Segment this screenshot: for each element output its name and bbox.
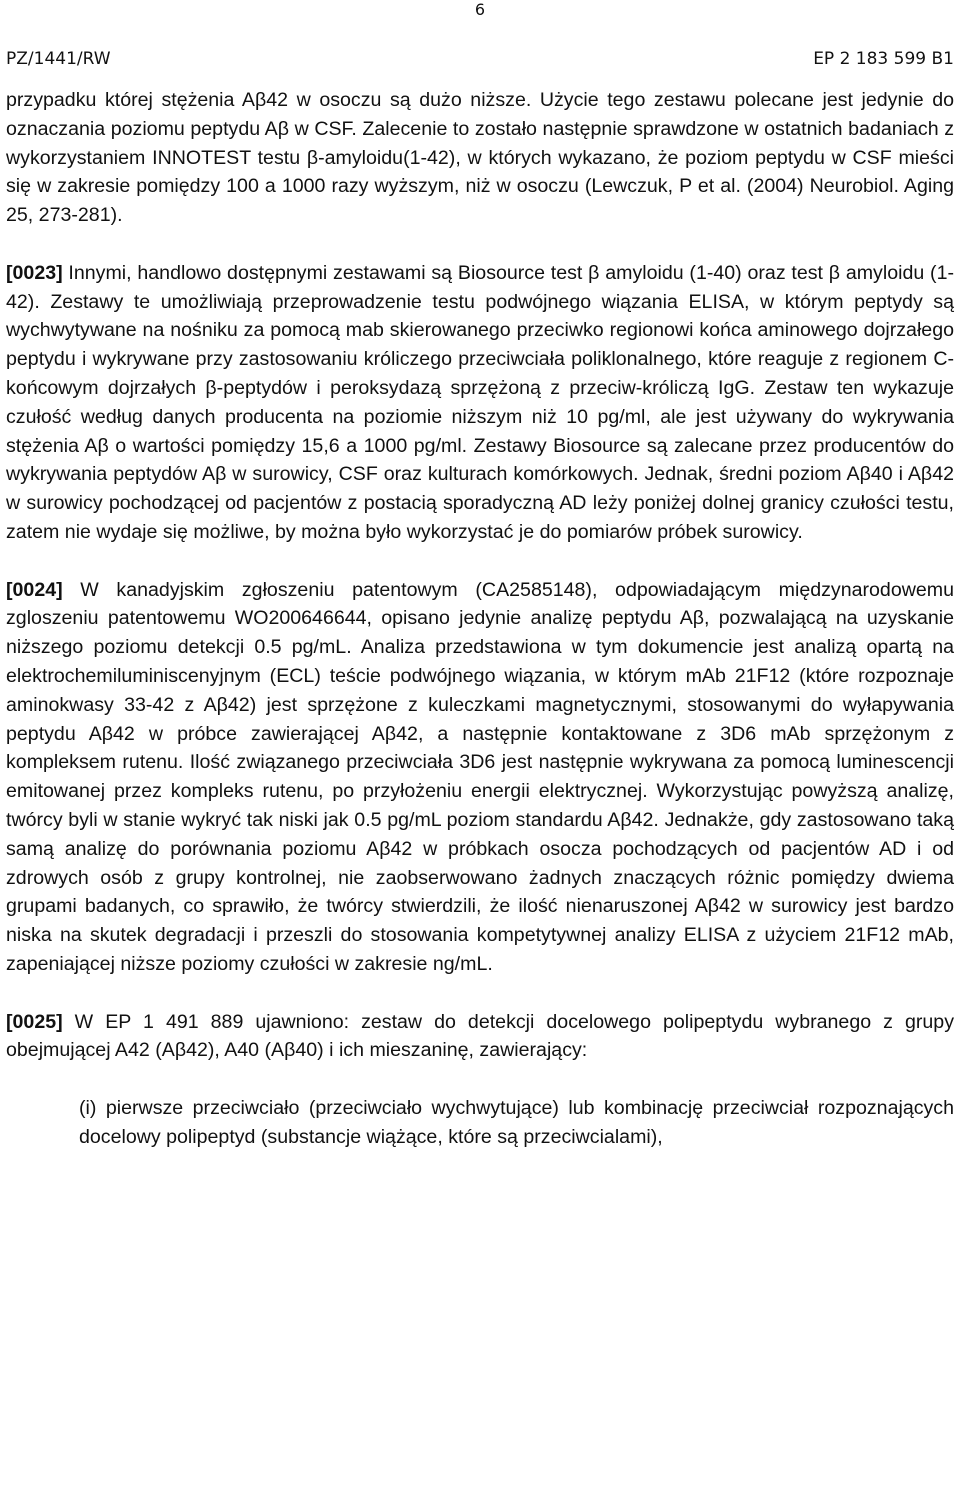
- paragraph-text: W EP 1 491 889 ujawniono: zestaw do detekcji docelowego polipeptydu wybranego z grupy obejmującej A42 (Aβ42), A40 (Aβ40) i ich mieszaninę, zawierający:: [6, 1010, 954, 1062]
- paragraph-0024: [6, 576, 954, 979]
- patent-number: EP 2 183 599 B1: [813, 49, 954, 69]
- paragraph-0025: [6, 1008, 954, 1066]
- paragraph-text: Innymi, handlowo dostępnymi zestawami są Biosource test β amyloidu (1-40) oraz test β amyloidu (1-42). Zestawy te umożliwiają przeprowadzenie testu podwójnego wiązania ELISA, w którym peptydy są wychwytywane na nośniku za pomocą mab skierowanego przeciwko regionowi końca aminowego dojrzałego peptydu i wykrywane przy zastosowaniu króliczego przeciwciała poliklonalnego, które reaguje z regionem C-końcowym dojrzałych β-peptydów i peroksydazą sprzężoną z przeciw-króliczą IgG. Zestaw ten wykazuje czułość według danych producenta na poziomie niższym niż 10 pg/ml, ale jest używany do wykrywania stężenia Aβ o wartości pomiędzy 15,6 a 1000 pg/ml. Zestawy Biosource są zalecane przez producentów do wykrywania peptydów Aβ w surowicy, CSF oraz kulturach komórkowych. Jednak, średni poziom Aβ40 i Aβ42 w surowicy pochodzącej od pacjentów z postacią sporadyczną AD leży poniżej dolnej granicy czułości testu, zatem nie wydaje się możliwe, by można było wykorzystać je do pomiarów próbek surowicy.: [6, 261, 954, 543]
- page-number: 6: [474, 0, 486, 19]
- document-reference: PZ/1441/RW: [6, 49, 111, 69]
- paragraph-text: W kanadyjskim zgłoszeniu patentowym (CA2585148), odpowiadającym międzynarodowemu zgloszeniu patentowemu WO200646644, opisano jedynie analizę peptydu Aβ, pozwalającą na uzyskanie niższego poziomu detekcji 0.5 pg/mL. Analiza przedstawiona w tym dokumencie jest analizą opartą na elektrochemiluminiscenyjnym (ECL) teście podwójnego wiązania, w którym mAb 21F12 (które rozpoznaje aminokwasy 33-42 z Aβ42) jest sprzężone z kuleczkami magnetycznymi, stosowanymi do wyłapywania peptydu Aβ42 w próbce zawierającej Aβ42, a następnie kontaktowane z 3D6 mAb sprzężonym z kompleksem rutenu. Ilość związanego przeciwciała 3D6 jest następnie wykrywana za pomocą luminescencji emitowanej przez kompleks rutenu, po przyłożeniu energii elektrycznej. Wykorzystując powyższą analizę, twórcy byli w stanie wykryć tak niski jak 0.5 pg/mL poziom standardu Aβ42. Jednakże, gdy zastosowano taką samą analizę do porównania poziomu Aβ42 w próbkach osocza pochodzących od pacjentów AD i od zdrowych osób z grupy kontrolnej, nie zaobserwowano żadnych znaczących różnic pomiędzy dwiema grupami badanych, co sprawiło, że twórcy stwierdzili, że ilość nienaruszonej Aβ42 w surowicy jest bardzo niska na skutek degradacji i przeszli do stosowania kompetytywnej analizy ELISA z użyciem 21F12 mAb, zapeniającej niższe poziomy czułości w zakresie ng/mL.: [6, 578, 954, 975]
- paragraph-text: przypadku której stężenia Aβ42 w osoczu są dużo niższe. Użycie tego zestawu polecane jest jedynie do oznaczania poziomu peptydu Aβ w CSF. Zalecenie to zostało następnie sprawdzone w ostatnich badaniach z wykorzystaniem INNOTEST testu β-amyloidu(1-42), w których wykazano, że poziom peptydu w CSF mieści się w zakresie pomiędzy 100 a 1000 razy wyższym, niż w osoczu (Lewczuk, P et al. (2004) Neurobiol. Aging 25, 273-281).: [6, 89, 954, 227]
- paragraph-continuation: [6, 86, 954, 230]
- paragraph-number: [0025]: [6, 1010, 63, 1033]
- paragraph-0023: [6, 259, 954, 547]
- paragraph-number: [0023]: [6, 261, 63, 284]
- paragraph-number: [0024]: [6, 578, 63, 601]
- list-item: (i) pierwsze przeciwciało (przeciwciało wychwytujące) lub kombinację przeciwciał rozpoznających docelowy polipeptyd (substancje wiążące, które są przeciwcialami),: [79, 1096, 954, 1148]
- document-body: [6, 86, 954, 1180]
